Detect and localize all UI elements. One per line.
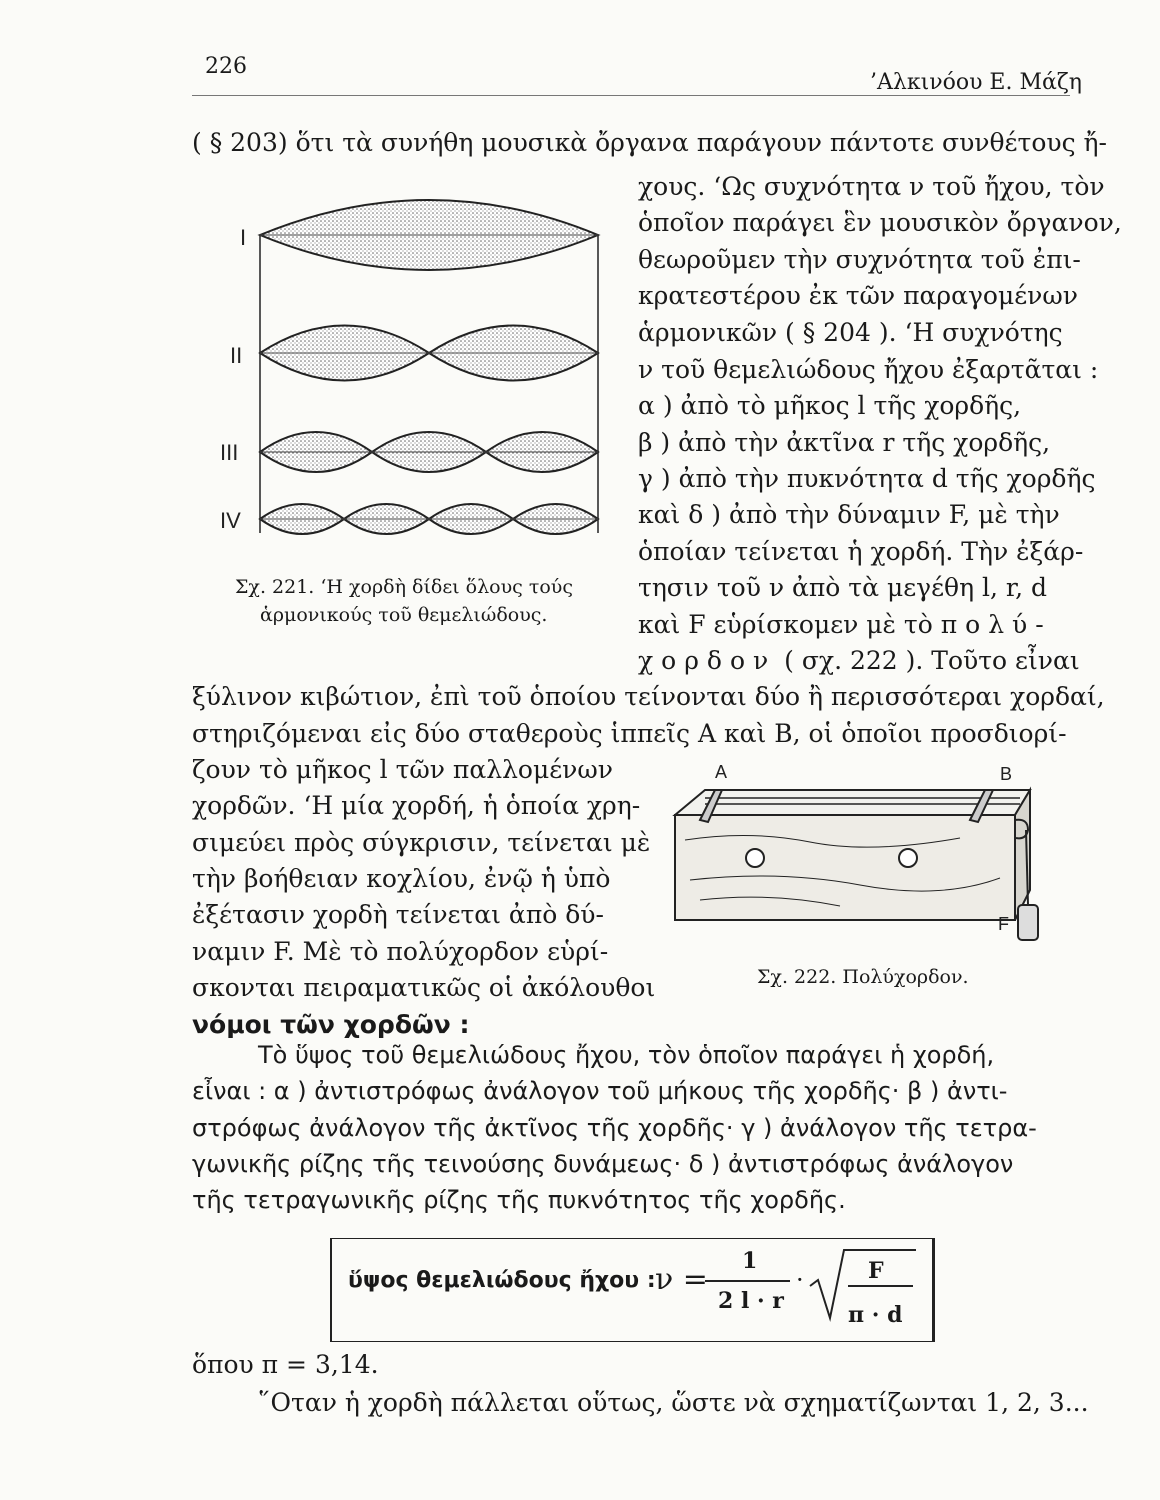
law-line-2: εἶναι : α ) ἀντιστρόφως ἀνάλογον τοῦ μήκους τῆς χορδῆς· β ) ἀντι- (192, 1077, 1008, 1105)
law-line-5: τῆς τετραγωνικῆς ρίζης τῆς πυκνότητος τῆς χορδῆς. (192, 1186, 846, 1214)
right-line-4: κρατεστέρου ἐκ τῶν παραγομένων (638, 281, 1078, 310)
formula-label: ὕψος θεμελιώδους ἤχου : (348, 1268, 656, 1293)
left-line-2: χορδῶν. ‘Η μία χορδή, ἡ ὁποία χρη- (192, 791, 641, 820)
fig221-label-4: IV (220, 508, 241, 533)
right-line-10: καὶ δ ) ἀπὸ τὴν δύναμιν F, μὲ τὴν (638, 500, 1060, 529)
formula-lhs: ν = (655, 1262, 708, 1297)
law-line-1: Τὸ ὕψος τοῦ θεμελιώδους ἤχου, τὸν ὁποῖον παράγει ἡ χορδή, (258, 1041, 995, 1069)
fig222-label-f: F (998, 914, 1009, 934)
right-line-5: ἁρμονικῶν ( § 204 ). ‘Η συχνότης (638, 318, 1063, 347)
right-line-14-text: ( σχ. 222 ). Τοῦτο εἶναι (784, 646, 1080, 675)
figure-221 (200, 180, 620, 560)
formula-numerator: 1 (742, 1248, 758, 1274)
fig221-caption-1: Σχ. 221. ‘Η χορδὴ δίδει ὅλους τούς (235, 576, 573, 598)
law-line-3: στρόφως ἀνάλογον τῆς ἀκτῖνος τῆς χορδῆς· γ ) ἀνάλογον τῆς τετρα- (192, 1114, 1037, 1142)
left-line-6: ναμιν F. Μὲ τὸ πολύχορδον εὑρί- (192, 937, 609, 966)
right-line-7: α ) ἀπὸ τὸ μῆκος l τῆς χορδῆς, (638, 391, 1022, 420)
fig221-label-3: III (220, 440, 239, 465)
right-line-1: χους. ‘Ως συχνότητα ν τοῦ ἤχου, τὸν (638, 172, 1105, 201)
peg-1 (746, 849, 764, 867)
last-line: ῞Οταν ἡ χορδὴ πάλλεται οὕτως, ὥστε νὰ σχηματίζωνται 1, 2, 3... (258, 1388, 1089, 1417)
formula-dot: · (796, 1266, 804, 1294)
header-rule (192, 95, 1070, 96)
root-numerator: F (868, 1258, 884, 1284)
right-line-6: ν τοῦ θεμελιώδους ἤχου ἐξαρτᾶται : (638, 355, 1099, 384)
right-line-11: ὁποίαν τείνεται ἡ χορδή. Τὴν ἐξάρ- (638, 537, 1084, 566)
box-front (675, 815, 1015, 920)
right-line-9: γ ) ἀπὸ τὴν πυκνότητα d τῆς χορδῆς (638, 464, 1096, 493)
pi-line: ὅπου π = 3,14. (192, 1350, 379, 1379)
full-line-2: στηριζόμεναι εἰς δύο σταθεροὺς ἱππεῖς A καὶ B, οἱ ὁποῖοι προσδιορί- (192, 719, 1067, 748)
fig221-label-1: I (240, 225, 247, 250)
root-denominator: π · d (848, 1302, 903, 1328)
peg-2 (899, 849, 917, 867)
left-line-5: ἐξέτασιν χορδὴ τείνεται ἀπὸ δύ- (192, 900, 604, 929)
body-line-1: ( § 203) ὅτι τὰ συνήθη μουσικὰ ὄργανα παράγουν πάντοτε συνθέτους ἤ- (192, 128, 1107, 157)
left-line-1: ζουν τὸ μῆκος l τῶν παλλομένων (192, 755, 613, 784)
right-line-13-text: καὶ F εὑρίσκομεν μὲ τὸ (638, 610, 933, 639)
polychord-word: πολύ- (940, 610, 1052, 639)
fig222-label-b: B (1000, 764, 1013, 784)
full-line-1: ξύλινον κιβώτιον, ἐπὶ τοῦ ὁποίου τείνονται δύο ἢ περισσότεραι χορδαί, (192, 682, 1105, 711)
fig221-label-2: II (230, 343, 243, 368)
fraction-bar (705, 1280, 790, 1282)
fig221-caption-2: ἁρμονικούς τοῦ θεμελιώδους. (260, 604, 548, 626)
right-line-13 (638, 610, 1052, 640)
right-line-8: β ) ἀπὸ τὴν ἀκτῖνα r τῆς χορδῆς, (638, 428, 1051, 457)
laws-heading: νόμοι τῶν χορδῶν : (192, 1010, 470, 1039)
law-line-4: γωνικῆς ρίζης τῆς τεινούσης δυνάμεως· δ ) ἀντιστρόφως ἀνάλογον (192, 1150, 1014, 1178)
fig222-label-a: A (715, 762, 728, 782)
formula-denominator: 2 l · r (718, 1288, 784, 1314)
right-line-3: θεωροῦμεν τὴν συχνότητα τοῦ ἐπι- (638, 245, 1081, 274)
page-number: 226 (205, 54, 247, 79)
left-line-4: τὴν βοήθειαν κοχλίου, ἐνῷ ἡ ὑπὸ (192, 864, 611, 893)
right-line-12: τησιν τοῦ ν ἀπὸ τὰ μεγέθη l, r, d (638, 573, 1048, 602)
fig222-caption: Σχ. 222. Πολύχορδον. (757, 966, 969, 988)
right-line-14 (638, 646, 1080, 676)
running-title: ’Αλκινόου Ε. Μάζη (870, 70, 1082, 95)
weight (1018, 905, 1038, 940)
figure-222 (660, 760, 1060, 960)
left-line-7: σκονται πειραματικῶς οἱ ἀκόλουθοι (192, 973, 656, 1002)
right-line-2: ὁποῖον παράγει ἓν μουσικὸν ὄργανον, (638, 208, 1122, 237)
left-line-3: σιμεύει πρὸς σύγκρισιν, τείνεται μὲ (192, 828, 651, 857)
polychord-word-2: χορδον (638, 646, 777, 675)
